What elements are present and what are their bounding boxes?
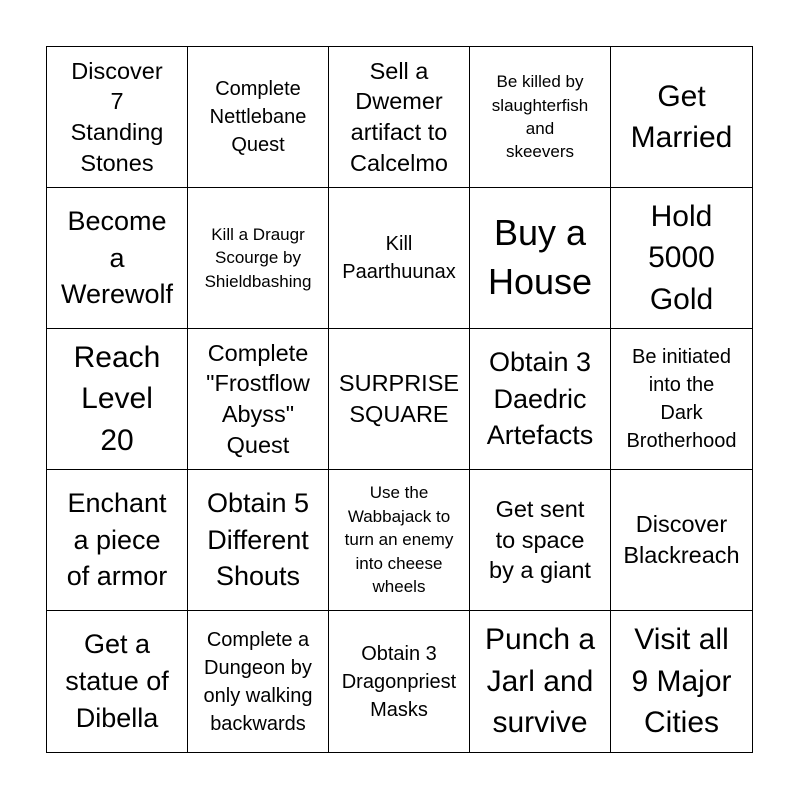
bingo-cell-r3c5[interactable] — [611, 329, 752, 470]
bingo-cell-text: Discover 7 Standing Stones — [70, 57, 164, 176]
bingo-cell-text: Obtain 3 Daedric Artefacts — [486, 346, 594, 451]
bingo-cell-text: Kill a Draugr Scourge by Shieldbashing — [204, 224, 312, 291]
bingo-cell-r4c2[interactable] — [188, 470, 329, 611]
bingo-cell-r4c1[interactable] — [47, 470, 188, 611]
bingo-cell-r5c2[interactable] — [188, 611, 329, 752]
bingo-cell-text: Complete "Frostflow Abyss" Quest — [206, 339, 310, 458]
bingo-cell-text: Use the Wabbajack to turn an enemy into cheese wheels — [344, 483, 454, 597]
bingo-cell-text: Get a statue of Dibella — [65, 629, 169, 733]
bingo-cell-r1c2[interactable] — [188, 47, 329, 188]
bingo-cell-text: Get sent to space by a giant — [489, 496, 591, 584]
bingo-cell-r2c5[interactable] — [611, 188, 752, 329]
bingo-cell-r5c5[interactable] — [611, 611, 752, 752]
bingo-cell-text: Be initiated into the Dark Brotherhood — [626, 346, 737, 452]
bingo-cell-text: Buy a House — [487, 212, 593, 302]
bingo-cell-r1c4[interactable] — [470, 47, 611, 188]
bingo-cell-text: Complete a Dungeon by only walking backwards — [203, 628, 313, 735]
bingo-card — [46, 46, 753, 753]
bingo-cell-r3c2[interactable] — [188, 329, 329, 470]
bingo-cell-text: Complete Nettlebane Quest — [209, 78, 307, 156]
bingo-cell-text: Visit all 9 Major Cities — [631, 623, 732, 740]
bingo-cell-text: Kill Paarthuunax — [342, 233, 456, 283]
bingo-cell-r4c3[interactable] — [329, 470, 470, 611]
bingo-cell-r2c1[interactable] — [47, 188, 188, 329]
bingo-cell-text: Be killed by slaughterfish and skeevers — [491, 72, 589, 162]
bingo-cell-r5c4[interactable] — [470, 611, 611, 752]
bingo-cell-text: Reach Level 20 — [73, 340, 161, 457]
bingo-cell-r3c3[interactable] — [329, 329, 470, 470]
bingo-cell-r3c1[interactable] — [47, 329, 188, 470]
bingo-cell-r2c2[interactable] — [188, 188, 329, 329]
bingo-cell-r4c4[interactable] — [470, 470, 611, 611]
bingo-cell-text: Get Married — [630, 79, 733, 154]
bingo-cell-text: Hold 5000 Gold — [648, 199, 715, 316]
bingo-cell-text: Discover Blackreach — [623, 511, 740, 568]
bingo-cell-text: Become a Werewolf — [60, 205, 174, 310]
bingo-cell-r1c3[interactable] — [329, 47, 470, 188]
bingo-cell-r1c1[interactable] — [47, 47, 188, 188]
bingo-cell-text: Sell a Dwemer artifact to Calcelmo — [350, 57, 448, 176]
bingo-cell-text: SURPRISE SQUARE — [338, 370, 460, 427]
bingo-cell-r2c4[interactable] — [470, 188, 611, 329]
bingo-cell-r1c5[interactable] — [611, 47, 752, 188]
bingo-cell-text: Obtain 5 Different Shouts — [206, 487, 310, 592]
bingo-cell-r3c4[interactable] — [470, 329, 611, 470]
bingo-cell-text: Enchant a piece of armor — [66, 487, 168, 592]
bingo-cell-r5c1[interactable] — [47, 611, 188, 752]
bingo-cell-text: Obtain 3 Dragonpriest Masks — [341, 642, 457, 721]
bingo-cell-r5c3[interactable] — [329, 611, 470, 752]
bingo-cell-text: Punch a Jarl and survive — [484, 623, 596, 740]
bingo-cell-r4c5[interactable] — [611, 470, 752, 611]
bingo-cell-r2c3[interactable] — [329, 188, 470, 329]
